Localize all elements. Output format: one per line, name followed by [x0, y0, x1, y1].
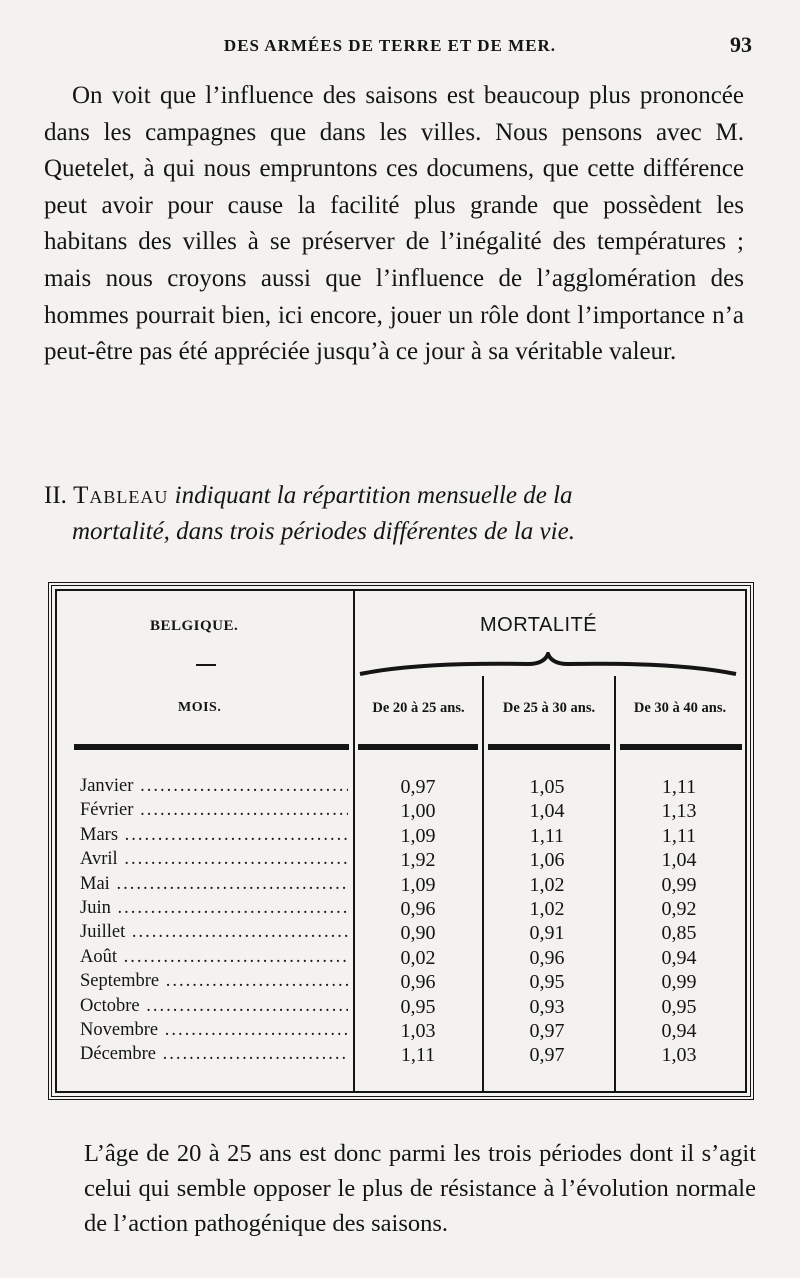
column-header-25-30: De 25 à 30 ans.: [502, 700, 596, 716]
section-lead: Tableau: [73, 482, 169, 509]
mortality-group-header: MORTALITÉ: [480, 614, 598, 636]
header-rule: [620, 744, 742, 750]
intro-paragraph: On voit que l’influence des saisons est beaucoup plus prononcée dans les campagnes que dans les villes. Nous pensons avec M. Quetelet, à qui nous empruntons ces documens, que cette différence peut avoir pour cause la facilité plus grande que possèdent les habitans des villes à se préserver de l’inégalité des températures ; mais nous croyons aussi que l’influence de l’agglomération des hommes pourrait bien, ici encore, jouer un rôle dont l’importance n’a peut-être pas été appréciée jusqu’à ce jour à sa véritable valeur.: [44, 82, 744, 366]
header-rule: [358, 744, 478, 750]
table-row: [0, 922, 800, 946]
mortality-value: 0,02: [400, 946, 436, 969]
month-label: Mars .....: [80, 825, 348, 846]
mortality-value: 1,02: [529, 873, 565, 896]
mortality-value: 0,95: [529, 971, 565, 994]
mortality-value: 0,97: [529, 1044, 565, 1067]
mortality-value: 0,96: [400, 971, 436, 994]
mortality-value: 1,02: [529, 898, 565, 920]
mortality-value: 0,99: [661, 873, 697, 896]
mortality-value: 1,04: [661, 849, 697, 872]
country-dash: [196, 664, 216, 666]
mortality-value: 1,09: [400, 873, 436, 896]
table-row: [0, 1044, 800, 1068]
mortality-value: 1,92: [400, 849, 436, 872]
mortality-value: 0,85: [661, 922, 697, 945]
mortality-value: 0,92: [661, 898, 697, 920]
table-row: [0, 1020, 800, 1044]
mortality-value: 1,05: [529, 776, 565, 798]
table-row: [0, 947, 800, 971]
table-row: [0, 849, 800, 873]
outro-paragraph: L’âge de 20 à 25 ans est donc parmi les trois périodes dont il s’agit celui qui semble opposer le plus de résistance à l’évolution normale de l’action pathogénique des saisons.: [84, 1140, 756, 1237]
page-number: 93: [730, 32, 752, 57]
column-header-20-25: De 20 à 25 ans.: [372, 700, 465, 716]
mortality-value: 0,90: [400, 922, 436, 945]
section-title-line1: indiquant la répartition mensuelle de la: [174, 482, 573, 509]
mortality-value: 0,95: [400, 995, 436, 1018]
month-label: Août .....: [80, 947, 348, 968]
mortality-value: 0,99: [661, 971, 697, 994]
month-label: Janvier .....: [80, 776, 348, 797]
section-number: II.: [44, 482, 67, 509]
month-label: Avril .....: [80, 849, 348, 870]
table-row: [0, 898, 800, 922]
section-title-line2: mortalité, dans trois périodes différentes de la vie.: [72, 518, 575, 545]
header-rule: [488, 744, 610, 750]
mortality-value: 1,04: [529, 800, 565, 823]
table-row: [0, 800, 800, 824]
mortality-value: 0,91: [529, 922, 565, 945]
brace-ornament: [358, 652, 738, 678]
mortality-value: 1,03: [400, 1020, 436, 1042]
table-row: [0, 874, 800, 898]
mortality-value: 1,09: [400, 824, 436, 847]
section-heading: [44, 478, 748, 550]
table-row: [0, 996, 800, 1020]
mortality-value: 0,95: [661, 995, 697, 1018]
header-rule: [74, 744, 349, 750]
mortality-value: 1,11: [661, 824, 697, 847]
month-label: Septembre .....: [80, 971, 348, 992]
mortality-value: 0,96: [400, 898, 436, 920]
mortality-value: 0,93: [529, 995, 565, 1018]
month-label: Novembre .....: [80, 1020, 348, 1041]
mortality-value: 0,97: [529, 1020, 565, 1042]
mortality-value: 0,94: [661, 1020, 697, 1042]
month-label: Juillet .....: [80, 922, 348, 943]
mortality-value: 1,13: [661, 800, 697, 823]
month-label: Octobre .....: [80, 996, 348, 1017]
mortality-value: 1,00: [400, 800, 436, 823]
mortality-value: 1,11: [529, 824, 565, 847]
months-column-header: MOIS.: [178, 700, 222, 715]
month-label: Mai .....: [80, 874, 348, 895]
month-label: Février .....: [80, 800, 348, 821]
country-label: BELGIQUE.: [150, 618, 239, 634]
mortality-value: 1,03: [661, 1044, 697, 1067]
mortality-value: 1,11: [400, 1044, 436, 1067]
mortality-value: 1,11: [661, 776, 697, 798]
table-row: [0, 825, 800, 849]
running-title: DES ARMÉES DE TERRE ET DE MER.: [223, 36, 557, 55]
month-label: Décembre .....: [80, 1044, 348, 1065]
column-header-30-40: De 30 à 40 ans.: [633, 700, 727, 716]
mortality-value: 0,97: [400, 776, 436, 798]
mortality-value: 0,94: [661, 946, 697, 969]
table-row: [0, 776, 800, 800]
month-label: Juin .....: [80, 898, 348, 919]
mortality-value: 0,96: [529, 946, 565, 969]
table-row: [0, 971, 800, 995]
mortality-value: 1,06: [529, 849, 565, 872]
